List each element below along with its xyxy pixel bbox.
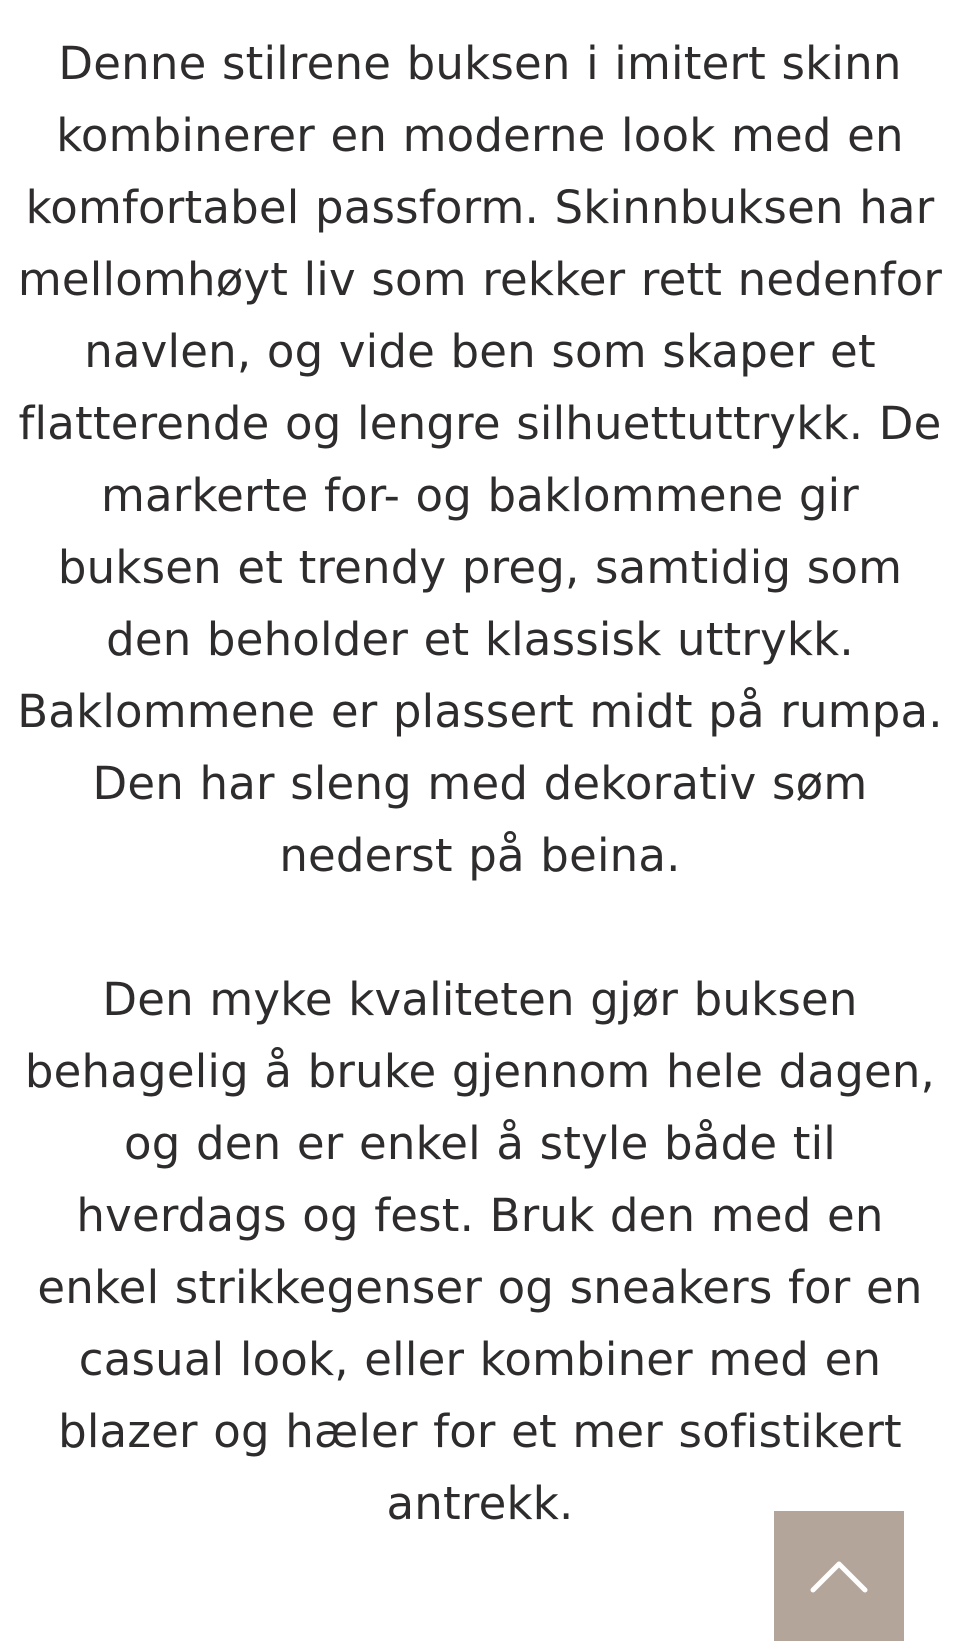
- description-paragraph-1: Denne stilrene buksen i imitert skinn kombinerer en moderne look med en komfortabel passform. Skinnbuksen har mellomhøyt liv som rekker rett nedenfor navlen, og vide ben som skaper et flatterende og lengre silhuettuttrykk. De markerte for- og baklommene gir buksen et trendy preg, samtidig som den beholder et klassisk uttrykk. Baklommene er plassert midt på rumpa. Den har sleng med dekorativ søm nederst på beina.: [17, 37, 943, 882]
- scroll-to-top-button[interactable]: [774, 1511, 904, 1641]
- product-description: [0, 28, 960, 1540]
- chevron-up-icon: [807, 1556, 871, 1596]
- description-paragraph-2: Den myke kvaliteten gjør buksen behagelig å bruke gjennom hele dagen, og den er enkel å style både til hverdags og fest. Bruk den med en enkel strikkegenser og sneakers for en casual look, eller kombiner med en blazer og hæler for et mer sofistikert antrekk.: [24, 973, 936, 1530]
